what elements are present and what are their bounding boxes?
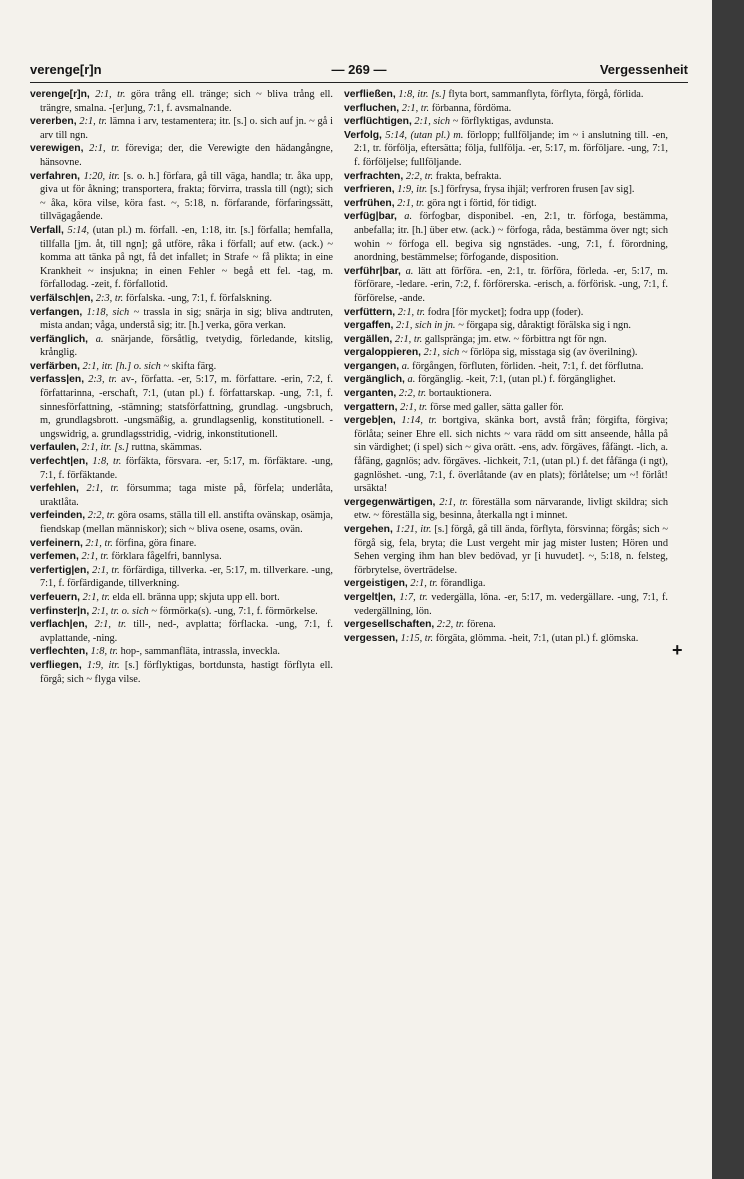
headword: verfass|en, [30, 374, 85, 386]
grammar-info: a. [401, 360, 410, 372]
definition: hop-, sammanfläta, intrassla, inveckla. [120, 646, 280, 658]
grammar-info: 1:14, tr. [401, 415, 437, 427]
headword: verfließen, [344, 89, 396, 100]
dictionary-entry [30, 605, 333, 619]
headword: verganten, [344, 388, 397, 400]
headword: verfluchen, [344, 102, 400, 114]
headword: verfrieren, [344, 184, 395, 196]
definition: av-, författa. -er, 5:17, m. författare. -erin, 7:2, f. författarinna, -erschaft, 7:1, (utan pl.) f. författarskap. -ung, 7:1, f. sinnesförfattning, -stämning; statsförfattning, grundlag. -ungsbruch, m, grundlagsbrott. -ungsmäßig, a. grundlagsenlig, konstitutionell. -ungswidrig, a. grundlagsstridig, -vidrig, inkonstitutionell. [40, 374, 333, 440]
definition: frakta, befrakta. [435, 170, 502, 182]
dictionary-entry [30, 88, 333, 115]
grammar-info: 2:1, tr. [79, 116, 107, 128]
definition: förfalska. -ung, 7:1, f. förfalskning. [125, 292, 272, 304]
grammar-info: a. [407, 374, 416, 386]
dictionary-entry [344, 591, 668, 618]
grammar-info: a. [404, 211, 413, 223]
definition: föreviga; der, die Verewigte den hädangångne, hänsovne. [40, 143, 333, 168]
definition: förlopp; fullföljande; im ~ i anslutning till. -en, 2:1, tr. förfölja, eftersätta; följa, fullfölja. -er, 5:17, m. förföljare. -ung, 7:1, f. förföljelse; fullföljande. [354, 129, 668, 168]
dictionary-entry [344, 210, 668, 264]
definition: skifta färg. [171, 360, 217, 372]
definition: förlöpa sig, misstaga sig (av överilning). [470, 347, 638, 359]
dictionary-entry [30, 333, 333, 360]
grammar-info: 2:2, tr. [398, 388, 427, 400]
definition: förse med galler, sätta galler för. [429, 401, 564, 413]
grammar-info: 2:1, tr. [81, 551, 109, 563]
dictionary-entry [30, 482, 333, 509]
grammar-info: 1:20, itr. [83, 170, 120, 182]
definition: gallspränga; jm. etw. ~ förbittra ngt för ngn. [424, 333, 607, 345]
definition: elda ell. bränna upp; skjuta upp ell. bort. [112, 591, 280, 603]
headword: verfänglich, [30, 333, 89, 345]
definition: bortauktionera. [428, 388, 492, 400]
dictionary-entry [344, 129, 668, 170]
headword: vergegenwärtigen, [344, 496, 436, 508]
dictionary-entry [344, 414, 668, 496]
headword: verfangen, [30, 306, 83, 318]
headword: verewigen, [30, 143, 84, 155]
dictionary-entry [30, 224, 333, 292]
dictionary-entry [344, 306, 668, 320]
headword: verfecht|en, [30, 456, 89, 468]
dictionary-entry [344, 523, 668, 577]
definition: förfina, göra finare. [115, 537, 197, 549]
definition: [s.] förflyktigas, bortdunsta, hastigt förflyta ell. förgå; sich ~ flyga vilse. [40, 659, 333, 685]
dictionary-entry [30, 441, 333, 455]
grammar-info: 1:8, tr. [90, 646, 118, 658]
headword: verfüttern, [344, 306, 396, 318]
headword: verführ|bar, [344, 265, 401, 277]
grammar-info: 2:1, tr. [410, 578, 438, 590]
dictionary-entry [344, 265, 668, 306]
definition: lämna i arv, testamentera; itr. [s.] o. sich auf jn. ~ gå i arv till ngn. [40, 116, 333, 141]
grammar-info: 2:1, tr. [94, 619, 127, 631]
definition: förandliga. [440, 578, 486, 590]
grammar-info: 2:1, tr. [394, 333, 423, 345]
dictionary-entry [30, 170, 333, 224]
headword: verfahren, [30, 170, 81, 182]
definition: förfärdiga, tillverka. -er, 5:17, m. tillverkare. -ung, 7:1, f. förfärdigande, tillverkning. [40, 564, 333, 590]
definition: flyta bort, sammanflyta, förflyta, förgå, förlida. [448, 89, 644, 100]
grammar-info: 2:1, itr. [s.] [81, 442, 129, 454]
grammar-info: 1:15, tr. [400, 632, 434, 644]
dictionary-entry [30, 591, 333, 605]
dictionary-entry [344, 102, 668, 116]
headword: verfaulen, [30, 442, 79, 454]
definition: förgänglig. -keit, 7:1, (utan pl.) f. förgänglighet. [417, 374, 616, 386]
grammar-info: 2:1, tr. [400, 401, 428, 413]
headword: verfinster|n, [30, 605, 90, 617]
grammar-info: 2:3, tr. [95, 292, 124, 304]
page-header [30, 60, 688, 83]
dictionary-entry [344, 197, 668, 211]
headword: verfeinden, [30, 510, 86, 522]
definition: förfogbar, disponibel. -en, 2:1, tr. förfoga, bestämma, anbefalla; itr. [h.] über etw. (ack.) ~ förfoga, råda, bestämma över ngt; sich wohin ~ förfoga ell. begiva sig ngnstädes. -ung, 7:1, f. förordning, anordning, bestämmelse; förfogande, disposition. [354, 211, 668, 264]
definition: till-, ned-, avplatta; förflacka. -ung, 7:1, f. avplattande, -ning. [40, 619, 333, 644]
headword: vergällen, [344, 333, 393, 345]
dictionary-entry [344, 88, 668, 102]
definition: förmörka(s). -ung, 7:1, f. förmörkelse. [159, 605, 318, 617]
headword: verfälsch|en, [30, 292, 94, 304]
definition: förgäta, glömma. -heit, 7:1, (utan pl.) f. glömska. [435, 632, 639, 644]
page-number: — 269 — [331, 62, 387, 77]
dictionary-entry [344, 496, 668, 523]
grammar-info: 2:1, tr. [397, 306, 426, 318]
margin-mark: + [672, 640, 683, 660]
headword: verenge[r]n, [30, 89, 90, 100]
grammar-info: 2:1, tr. [92, 564, 120, 576]
definition: lätt att förföra. -en, 2:1, tr. förföra, förleda. -er, 5:17, m. förförare, -ledare. -erin, 7:2, f. förförerska. -erisch, a. förförisk. -ung, 7:1, f. förförelse, -ande. [354, 265, 668, 304]
grammar-info: 2:1, tr. [397, 197, 425, 209]
dictionary-entry [30, 142, 333, 169]
headword: vererben, [30, 116, 77, 128]
headword: verfrachten, [344, 170, 404, 182]
grammar-info: 2:2, tr. [436, 619, 465, 631]
grammar-info: 2:1, itr. [h.] o. sich ~ [82, 360, 169, 372]
grammar-info: 2:1, tr. [401, 102, 430, 114]
grammar-info: 2:1, tr. [439, 496, 468, 508]
grammar-info: 2:1, sich ~ [423, 347, 468, 359]
grammar-info: a. [95, 333, 104, 345]
grammar-info: 1:8, tr. [92, 456, 122, 468]
definition: förbanna, fördöma. [431, 102, 512, 114]
definition: förflyktigas, avdunsta. [460, 116, 554, 128]
headword: vergessen, [344, 632, 399, 644]
grammar-info: 2:1, tr. [86, 483, 119, 495]
dictionary-entry [30, 645, 333, 659]
grammar-info: 1:21, itr. [395, 524, 432, 535]
grammar-info: 2:1, tr. [85, 537, 113, 549]
dictionary-entry [344, 387, 668, 401]
definition: [s. o. h.] förfara, gå till väga, handla; tr. åka upp, giva ut för åkning; transportera, frakta; förvirra, trassla till (ngt); sich ~ åka, köra vilse, köra fast. ~, 5:18, n. förfarande, förfaringssätt, tillvägagående. [40, 170, 333, 223]
dictionary-entry [30, 618, 333, 645]
headword: vergangen, [344, 360, 400, 372]
grammar-info: 2:1, tr. o. sich ~ [91, 605, 157, 617]
dictionary-entry [30, 292, 333, 306]
definition: fodra [för mycket]; fodra upp (foder). [427, 306, 584, 318]
grammar-info: 2:1, tr. [95, 89, 126, 100]
dictionary-entry [30, 537, 333, 551]
headword: Verfolg, [344, 129, 382, 141]
dictionary-entry [30, 564, 333, 591]
dictionary-entry [30, 115, 333, 142]
definition: göra trång ell. tränge; sich ~ bliva trång ell. trängre, smalna. -[er]ung, 7:1, f. avsmalnande. [40, 89, 333, 114]
dictionary-entry [344, 115, 668, 129]
grammar-info: 5:14, (utan pl.) m. [385, 129, 464, 141]
headword: verfehlen, [30, 483, 79, 495]
grammar-info: 2:1, tr. [82, 591, 110, 603]
headword: verfüg|bar, [344, 211, 397, 223]
dictionary-entry [30, 659, 333, 686]
grammar-info: 1:9, itr. [397, 184, 428, 196]
dictionary-entry [30, 360, 333, 374]
headword: verflüchtigen, [344, 116, 412, 128]
definition: förfäkta, försvara. -er, 5:17, m. förfäktare. -ung, 7:1, f. förfäktande. [40, 456, 333, 481]
headword: vergaffen, [344, 320, 394, 332]
headword: verfeinern, [30, 537, 83, 549]
definition: [s.] förgå, gå till ända, förflyta, försvinna; förgås; sich ~ förgå sig, fela, bryta; die Lust vergeht mir jag mister lusten; Hören und Sehen verging ihm han blev bedövad, yr [i huvudet]. ~, 5:18, n. felsteg, förbrytelse, överträdelse. [354, 524, 668, 576]
headword: verfeuern, [30, 591, 81, 603]
definition: (utan pl.) m. förfall. -en, 1:18, itr. [s.] förfalla; hemfalla, tillfalla [jm. åt, till ngn]; gå utföre, råka i förfall; auf etw. (ack.) ~ komma att tänka på ngt, få det infallet; in Strafe ~ få plikta; in eine Krankheit ~ insjukna; in einen Fehler ~ begå ett fel. -tag, m. förfallodag. -zeit, f. förfallotid. [40, 224, 333, 291]
header-first-word: verenge[r]n [30, 62, 102, 77]
grammar-info: a. [405, 265, 414, 277]
dictionary-entry [344, 618, 668, 632]
headword: verfertig|en, [30, 564, 90, 576]
headword: vergattern, [344, 401, 398, 413]
dictionary-entry [344, 632, 668, 646]
grammar-info: 1:18, sich ~ [86, 306, 140, 318]
grammar-info: 2:2, tr. [87, 510, 116, 522]
headword: Verfall, [30, 224, 64, 236]
dictionary-entry [344, 360, 668, 374]
headword: verflach|en, [30, 619, 88, 631]
headword: vergeb|en, [344, 415, 396, 427]
grammar-info: 2:3, tr. [88, 374, 117, 386]
definition: förgången, förfluten, förliden. -heit, 7:1, f. det förflutna. [412, 360, 644, 372]
grammar-info: 2:2, tr. [405, 170, 434, 182]
headword: vergehen, [344, 524, 393, 535]
grammar-info: 1:7, tr. [399, 591, 428, 603]
left-column [30, 88, 333, 1148]
dictionary-entry [30, 550, 333, 564]
headword: vergelt|en, [344, 591, 396, 603]
right-column [344, 88, 668, 1148]
dictionary-entry [344, 346, 668, 360]
definition: föreställa som närvarande, livligt skildra; sich etw. ~ föreställa sig, besinna, återkalla ngt i minnet. [354, 496, 668, 522]
dictionary-entry [344, 319, 668, 333]
headword: verfrühen, [344, 197, 395, 209]
grammar-info: 5:14, [67, 224, 90, 236]
definition: förgapa sig, dåraktigt förälska sig i ngn. [466, 320, 631, 332]
grammar-info: 1:8, itr. [s.] [398, 89, 446, 100]
dictionary-entry [344, 373, 668, 387]
definition: försumma; taga miste på, förfela; underlåta, uraktlåta. [40, 483, 333, 508]
headword: verfemen, [30, 551, 79, 563]
headword: vergesellschaften, [344, 619, 435, 631]
grammar-info: 2:1, tr. [89, 143, 120, 155]
dictionary-entry [30, 455, 333, 482]
dictionary-entry [344, 170, 668, 184]
headword: verfärben, [30, 360, 81, 372]
definition: göra ngt i förtid, för tidigt. [427, 197, 537, 209]
definition: snärjande, försåtlig, tvetydig, förledande, kitslig, krånglig. [40, 333, 333, 359]
dictionary-entry [30, 373, 333, 441]
definition: göra osams, ställa till ell. anstifta ovänskap, osämja, fiendskap (mellan människor); sich ~ bliva osene, osams, ovän. [40, 510, 333, 535]
definition: ruttna, skämmas. [131, 442, 202, 454]
dictionary-entry [30, 509, 333, 536]
definition: förklara fågelfri, bannlysa. [111, 551, 222, 563]
headword: verflechten, [30, 646, 89, 658]
grammar-info: 1:9, itr. [86, 659, 120, 671]
headword: vergaloppieren, [344, 347, 422, 359]
definition: [s.] förfrysa, frysa ihjäl; verfroren frusen [av sig]. [429, 184, 635, 196]
headword: vergänglich, [344, 374, 405, 386]
definition: förena. [466, 619, 496, 631]
dictionary-entry [30, 306, 333, 333]
dictionary-entry [344, 401, 668, 415]
definition: vedergälla, löna. -er, 5:17, m. vedergällare. -ung, 7:1, f. vedergällning, lön. [354, 591, 668, 617]
headword: verfliegen, [30, 659, 82, 671]
headword: vergeistigen, [344, 578, 408, 590]
dictionary-entry [344, 183, 668, 197]
dictionary-entry [344, 577, 668, 591]
definition: trassla in sig; snärja in sig; bliva andtruten, mista andan; våga, understå sig; itr. [h.] verka, göra verkan. [40, 306, 333, 332]
dictionary-entry [344, 333, 668, 347]
grammar-info: 2:1, sich in jn. ~ [396, 320, 464, 332]
header-last-word: Vergessenheit [599, 62, 688, 77]
definition: bortgiva, skänka bort, avstå från; förgifta, förgiva; förlåta; seiner Ehre ell. sich nichts ~ vara rädd om sitt anseende, hålla på sin värdighet; (i spel) sich ~ giva orätt. -ens, adv. förgäves, fåfängt. -lich, a. fåfäng, gagnlös; adv. förgäves. -lichkeit, 7:1, (utan pl.) f. det fåfänga (i ngt), gagnlöshet. -ung, 7:1, f. överlåtande (av en plats); förlåtelse; um ~! förlåt! ursäkta! [354, 415, 668, 495]
grammar-info: 2:1, sich ~ [414, 116, 459, 128]
